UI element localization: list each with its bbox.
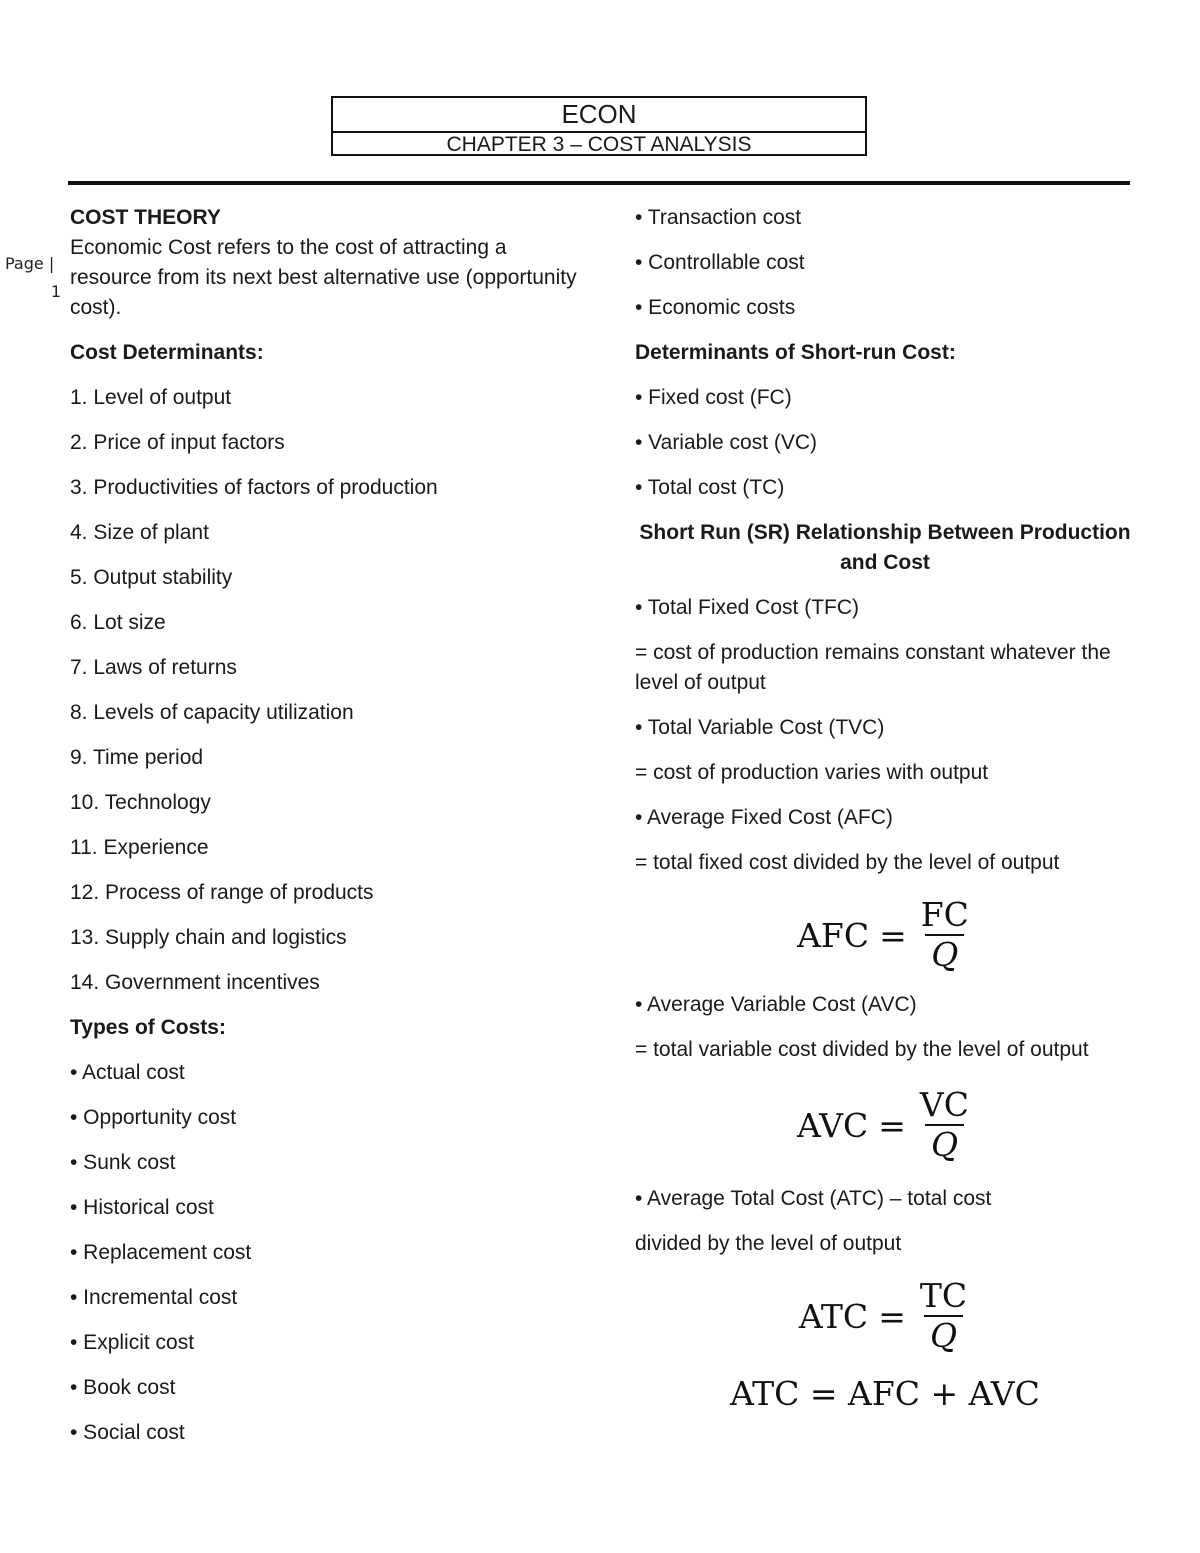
types-heading: Types of Costs: [70,1016,226,1039]
determinants-heading: Cost Determinants: [70,341,264,364]
list-item: 3. Productivities of factors of production [70,476,438,499]
chapter-title: CHAPTER 3 – COST ANALYSIS [446,133,752,156]
bullet-item: • Variable cost (VC) [635,431,818,454]
afc-definition: = total fixed cost divided by the level of output [635,851,1060,874]
fraction [917,896,973,974]
avc-definition: = total variable cost divided by the level of output [635,1038,1089,1061]
equals-sign: = [878,1296,906,1336]
bullet-item: • Social cost [70,1421,185,1444]
bullet-item: • Opportunity cost [70,1106,237,1129]
bullet-item: • Controllable cost [635,251,805,274]
list-item: 4. Size of plant [70,521,209,544]
equals-sign: = [879,915,907,955]
list-item: 10. Technology [70,791,211,814]
bullet-item: • Total cost (TC) [635,476,785,499]
atc-definition: divided by the level of output [635,1232,902,1255]
avc-item: • Average Variable Cost (AVC) [635,993,917,1016]
list-item: 6. Lot size [70,611,166,634]
fraction-numerator: TC [919,1276,968,1315]
bullet-item: • Historical cost [70,1196,214,1219]
list-item: 14. Government incentives [70,971,320,994]
list-item: 7. Laws of returns [70,656,237,679]
bullet-item: • Explicit cost [70,1331,195,1354]
page-label: Page | [5,254,55,273]
list-item: 2. Price of input factors [70,431,285,454]
bullet-item: • Economic costs [635,296,796,319]
tfc-definition: = cost of production remains constant whatever the level of output [635,641,1111,694]
right-column [635,203,1135,1418]
bullet-item: • Fixed cost (FC) [635,386,792,409]
list-item: 9. Time period [70,746,204,769]
fraction-denominator: Q [924,1315,963,1355]
header-rule [68,181,1130,185]
fraction-denominator: Q [925,1124,964,1164]
bullet-item: • Book cost [70,1376,176,1399]
fraction [916,1277,971,1355]
list-item: 8. Levels of capacity utilization [70,701,354,724]
bullet-item: • Sunk cost [70,1151,176,1174]
bullet-item: • Transaction cost [635,206,802,229]
atc-item: • Average Total Cost (ATC) – total cost [635,1187,992,1210]
atc-sum-formula [635,1368,1135,1418]
fraction-denominator: Q [925,934,964,974]
list-item: 13. Supply chain and logistics [70,926,347,949]
list-item: 12. Process of range of products [70,881,374,904]
header-box [331,96,867,156]
formula-lhs: AVC [796,1105,869,1145]
list-item: 11. Experience [70,836,209,859]
list-item: 1. Level of output [70,386,232,409]
short-run-heading: Determinants of Short-run Cost: [635,341,956,364]
page-margin-label [5,250,65,306]
document-title: ECON [333,98,865,133]
afc-item: • Average Fixed Cost (AFC) [635,806,893,829]
left-column [70,203,590,1463]
atc-formula [635,1274,1135,1358]
bullet-item: • Actual cost [70,1061,185,1084]
formula-lhs: AFC [797,915,870,955]
avc-formula [635,1076,1135,1174]
fraction-numerator: FC [920,895,969,934]
afc-formula [635,890,1135,980]
formula-lhs: ATC [798,1296,869,1336]
list-item: 5. Output stability [70,566,233,589]
tfc-item: • Total Fixed Cost (TFC) [635,596,860,619]
fraction-numerator: VC [919,1085,970,1124]
atc-sum-text: ATC = AFC + AVC [730,1373,1040,1413]
relationship-heading: Short Run (SR) Relationship Between Production and Cost [639,521,1131,574]
section-heading: COST THEORY [70,206,221,229]
page-number: 1 [50,282,61,301]
bullet-item: • Replacement cost [70,1241,252,1264]
equals-sign: = [878,1105,906,1145]
tvc-item: • Total Variable Cost (TVC) [635,716,885,739]
bullet-item: • Incremental cost [70,1286,238,1309]
tvc-definition: = cost of production varies with output [635,761,989,784]
intro-paragraph: Economic Cost refers to the cost of attracting a resource from its next best alternative use (opportunity cost). [70,236,577,319]
fraction [916,1086,973,1164]
